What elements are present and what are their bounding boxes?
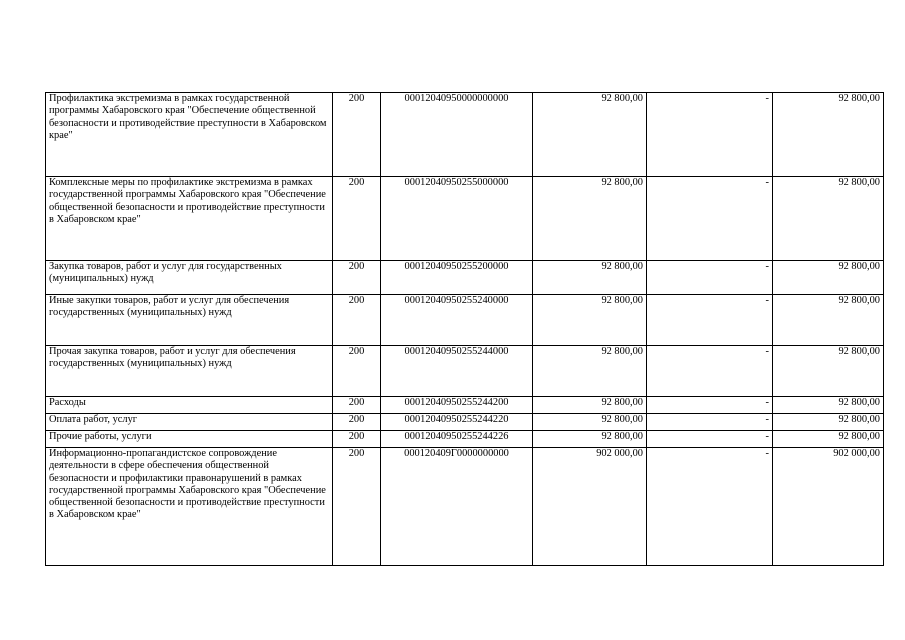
- budget-table: [45, 92, 884, 566]
- row-amount-cell: 92 800,00: [533, 295, 647, 346]
- row-category-cell: 200: [333, 346, 381, 397]
- row-name-cell: Комплексные меры по профилактике экстремизма в рамках государственной программы Хабаровского края "Обеспечение общественной безопасности и противодействие преступности в Хабаровском крае": [46, 177, 333, 261]
- row-change-cell: -: [647, 346, 773, 397]
- row-code-cell: 00012040950255200000: [381, 261, 533, 295]
- row-change-cell: -: [647, 93, 773, 177]
- row-amount-cell: 92 800,00: [533, 431, 647, 448]
- table-row: [46, 397, 884, 414]
- row-category-cell: 200: [333, 397, 381, 414]
- row-category-cell: 200: [333, 448, 381, 566]
- row-name-cell: Оплата работ, услуг: [46, 414, 333, 431]
- row-total-cell: 92 800,00: [773, 346, 884, 397]
- row-category-cell: 200: [333, 261, 381, 295]
- row-change-cell: -: [647, 414, 773, 431]
- row-amount-cell: 92 800,00: [533, 346, 647, 397]
- row-name-cell: Прочие работы, услуги: [46, 431, 333, 448]
- row-name-cell: Иные закупки товаров, работ и услуг для обеспечения государственных (муниципальных) нужд: [46, 295, 333, 346]
- row-change-cell: -: [647, 448, 773, 566]
- budget-table-body: [46, 93, 884, 566]
- row-total-cell: 902 000,00: [773, 448, 884, 566]
- row-name-cell: Закупка товаров, работ и услуг для государственных (муниципальных) нужд: [46, 261, 333, 295]
- row-category-cell: 200: [333, 177, 381, 261]
- row-code-cell: 00012040950255240000: [381, 295, 533, 346]
- row-amount-cell: 92 800,00: [533, 261, 647, 295]
- row-total-cell: 92 800,00: [773, 431, 884, 448]
- row-name-cell: Прочая закупка товаров, работ и услуг для обеспечения государственных (муниципальных) нужд: [46, 346, 333, 397]
- row-category-cell: 200: [333, 93, 381, 177]
- row-total-cell: 92 800,00: [773, 414, 884, 431]
- row-code-cell: 00012040950000000000: [381, 93, 533, 177]
- table-row: [46, 295, 884, 346]
- row-code-cell: 00012040950255000000: [381, 177, 533, 261]
- row-name-cell: Информационно-пропагандистское сопровождение деятельности в сфере обеспечения общественной безопасности и профилактики правонарушений в рамках государственной программы Хабаровского края "Обеспечение общественной безопасности и противодействие преступности в Хабаровском крае": [46, 448, 333, 566]
- row-change-cell: -: [647, 397, 773, 414]
- row-name-cell: Профилактика экстремизма в рамках государственной программы Хабаровского края "Обеспечение общественной безопасности и противодействие преступности в Хабаровском крае": [46, 93, 333, 177]
- row-amount-cell: 92 800,00: [533, 93, 647, 177]
- row-total-cell: 92 800,00: [773, 295, 884, 346]
- table-row: [46, 431, 884, 448]
- row-category-cell: 200: [333, 295, 381, 346]
- row-name-cell: Расходы: [46, 397, 333, 414]
- row-code-cell: 00012040950255244220: [381, 414, 533, 431]
- row-code-cell: 000120409Г0000000000: [381, 448, 533, 566]
- row-change-cell: -: [647, 431, 773, 448]
- row-change-cell: -: [647, 261, 773, 295]
- row-total-cell: 92 800,00: [773, 93, 884, 177]
- row-total-cell: 92 800,00: [773, 397, 884, 414]
- row-code-cell: 00012040950255244000: [381, 346, 533, 397]
- row-category-cell: 200: [333, 414, 381, 431]
- row-total-cell: 92 800,00: [773, 261, 884, 295]
- table-row: [46, 414, 884, 431]
- table-row: [46, 448, 884, 566]
- table-row: [46, 261, 884, 295]
- row-category-cell: 200: [333, 431, 381, 448]
- row-code-cell: 00012040950255244200: [381, 397, 533, 414]
- table-row: [46, 93, 884, 177]
- row-amount-cell: 92 800,00: [533, 397, 647, 414]
- row-code-cell: 00012040950255244226: [381, 431, 533, 448]
- table-row: [46, 346, 884, 397]
- row-amount-cell: 902 000,00: [533, 448, 647, 566]
- row-amount-cell: 92 800,00: [533, 414, 647, 431]
- table-row: [46, 177, 884, 261]
- row-amount-cell: 92 800,00: [533, 177, 647, 261]
- row-total-cell: 92 800,00: [773, 177, 884, 261]
- row-change-cell: -: [647, 177, 773, 261]
- row-change-cell: -: [647, 295, 773, 346]
